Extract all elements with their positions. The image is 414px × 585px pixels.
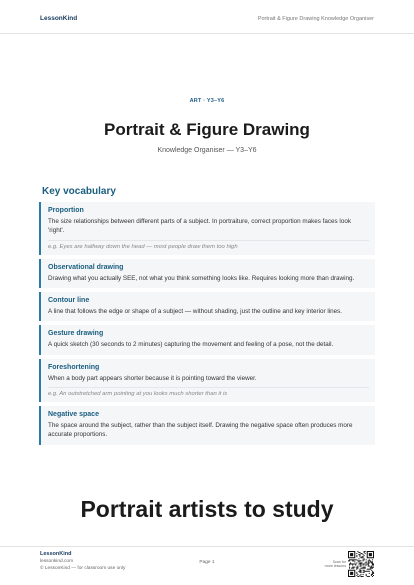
page-number: Page 1 [199,560,215,565]
vocab-definition: The space around the subject, rather than the subject itself. Drawing the negative space often produces more accurate proportions. [48,421,353,439]
footer-copyright: © LessonKind — for classroom use only [40,566,126,571]
page-footer [0,546,414,585]
vocabulary-heading: Key vocabulary [42,186,116,197]
document-title: Portrait & Figure Drawing Knowledge Organiser [257,16,374,22]
vocab-example: e.g. Eyes are halfway down the head — most people draw them too high [48,240,369,250]
page-subtitle: Knowledge Organiser — Y3–Y6 [157,147,257,154]
vocab-term: Foreshortening [48,363,100,371]
artists-heading: Portrait artists to study [80,496,334,522]
vocab-item-proportion [39,202,375,255]
vocab-definition: When a body part appears shorter because it is pointing toward the viewer. [48,374,257,382]
scan-caption-line: more lessons [324,564,346,569]
footer-url-link[interactable]: lessonkind.com [40,559,74,564]
vocab-item-gesture-drawing [39,325,375,354]
vocab-item-negative-space [39,406,375,445]
vocab-item-contour-line [39,292,375,321]
vocab-example: e.g. An outstretched arm pointing at you looks much shorter than it is [48,387,369,397]
brand-logo-text[interactable]: LessonKind [40,15,78,22]
vocab-item-foreshortening [39,359,375,402]
vocab-definition: A quick sketch (30 seconds to 2 minutes) capturing the movement and feeling of a pose, not the detail. [48,341,334,349]
footer-brand: LessonKind [40,551,72,557]
qr-code-icon[interactable] [348,551,374,577]
vocab-term: Observational drawing [48,263,124,271]
scan-caption [308,560,346,569]
vocabulary-list [39,202,375,449]
vocab-term: Proportion [48,207,84,214]
vocab-definition: A line that follows the edge or shape of a subject — without shading, just the outline and key interior lines. [48,307,343,315]
vocab-term: Negative space [48,410,99,418]
page-title: Portrait & Figure Drawing [104,120,310,139]
page-header [0,0,414,34]
subject-kicker: ART · Y3–Y6 [189,98,225,104]
scan-caption-line: Scan for [332,560,346,564]
vocab-item-observational-drawing [39,259,375,288]
vocab-definition: The size relationships between different parts of a subject. In portraiture, correct proportion makes faces look 'right'. [48,218,351,235]
vocab-definition: Drawing what you actually SEE, not what you think something looks like. Requires looking more than drawing. [48,274,355,282]
vocab-term: Gesture drawing [48,330,104,338]
vocab-term: Contour line [48,296,90,304]
